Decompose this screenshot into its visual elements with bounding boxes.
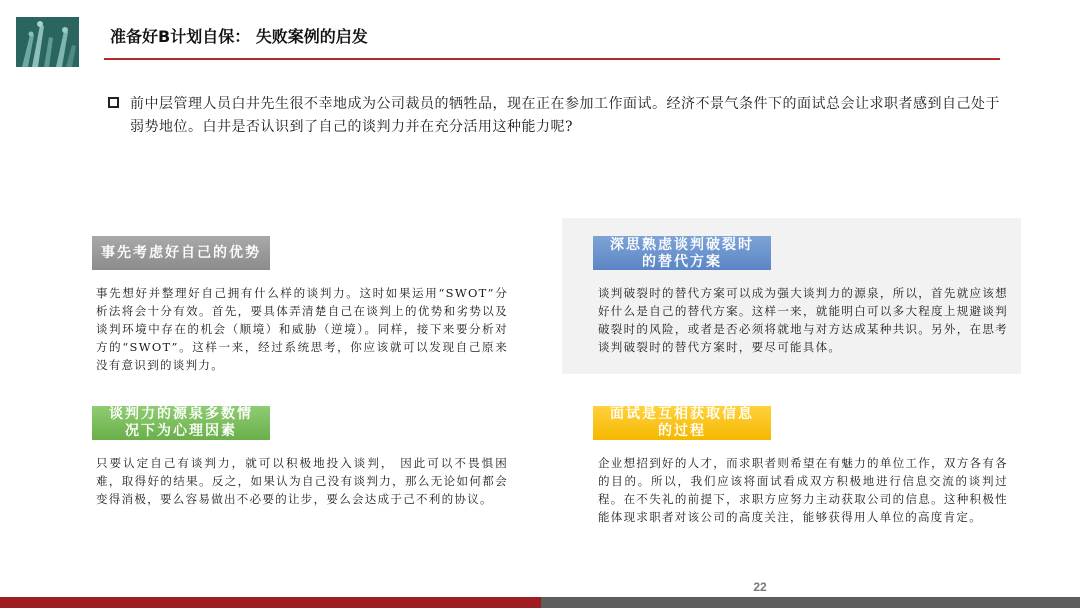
square-bullet-icon: [108, 97, 119, 108]
section-tag-alternatives: [593, 236, 771, 270]
page-title: 准备好B计划自保： 失败案例的启发: [110, 27, 368, 46]
section-tag-line: 深思熟虑谈判破裂时: [610, 237, 754, 253]
section-tag-line: 面试是互相获取信息: [610, 406, 754, 422]
section-tag-advantages: [92, 236, 270, 270]
section-text-advantages: 事先想好并整理好自己拥有什么样的谈判力。这时如果运用“SWOT”分析法将会十分有效。首先，要具体弄清楚自己在谈判上的优势和劣势以及谈判环境中存在的机会（顺境）和威胁（逆境）。同样，接下来要分析对方的“SWOT”。这样一来，经过系统思考，你应该就可以发现自己原来没有意识到的谈判力。: [96, 286, 508, 372]
intro-bullet: [108, 93, 1008, 139]
intro-text: 前中层管理人员白井先生很不幸地成为公司裁员的牺牲品，现在正在参加工作面试。经济不景气条件下的面试总会让求职者感到自己处于弱势地位。白井是否认识到了自己的谈判力并在充分活用这种能力呢?: [130, 96, 1000, 135]
section-text-information: 企业想招到好的人才，而求职者则希望在有魅力的单位工作，双方各有各的目的。所以，我们应该将面试看成双方积极地进行信息交流的谈判过程。在不失礼的前提下，求职方应努力主动获取公司的信息。这种积极性能体现求职者对该公司的高度关注，能够获得用人单位的高度肯定。: [598, 456, 1008, 524]
hands-raised-logo-icon: [16, 17, 79, 67]
section-tag-line: 事先考虑好自己的优势: [101, 245, 261, 261]
section-tag-line: 的替代方案: [642, 254, 722, 270]
section-tag-line: 的过程: [658, 423, 706, 439]
section-tag-line: 况下为心理因素: [125, 423, 237, 439]
section-tag-psychology: [92, 406, 270, 440]
section-tag-line: 谈判力的源泉多数情: [109, 406, 253, 422]
title-divider: [104, 58, 1000, 60]
section-text-psychology: 只要认定自己有谈判力，就可以积极地投入谈判， 因此可以不畏惧困难，取得好的结果。反之，如果认为自己没有谈判力，那么无论如何都会变得消极，要么容易做出不必要的让步，要么会达成于己不利的协议。: [96, 456, 508, 506]
section-tag-information: [593, 406, 771, 440]
footer-bar-red: [0, 597, 541, 608]
page-number: 22: [753, 580, 767, 594]
footer-bar-gray: [541, 597, 1080, 608]
section-text-alternatives: 谈判破裂时的替代方案可以成为强大谈判力的源泉，所以，首先就应该想好什么是自己的替代方案。这样一来，就能明白可以多大程度上规避谈判破裂时的风险，或者是否必须将就地与对方达成某种共识。另外，在思考谈判破裂时的替代方案时，要尽可能具体。: [598, 286, 1008, 354]
